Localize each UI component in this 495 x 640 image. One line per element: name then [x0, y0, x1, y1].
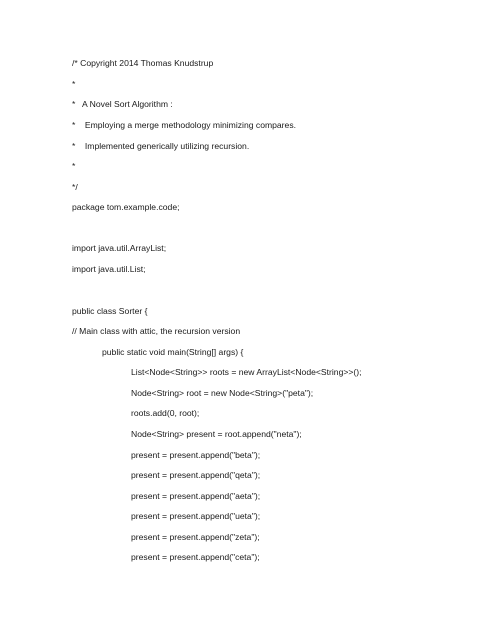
code-line-8: package tom.example.code; [72, 202, 180, 212]
code-line-13: public class Sorter { [72, 306, 148, 316]
code-line-5: * Implemented generically utilizing recursion. [72, 141, 250, 151]
code-line-17: Node<String> root = new Node<String>("peta"); [131, 388, 314, 398]
code-line-21: present = present.append("qeta"); [131, 470, 261, 480]
code-line-7: */ [72, 182, 78, 192]
code-line-14: // Main class with attic, the recursion version [72, 326, 241, 336]
code-line-20: present = present.append("beta"); [131, 450, 261, 460]
code-line-19: Node<String> present = root.append("neta"); [131, 429, 302, 439]
code-line-6: * [72, 161, 76, 171]
code-line-23: present = present.append("ueta"); [131, 511, 261, 521]
code-line-4: * Employing a merge methodology minimizing compares. [72, 120, 297, 130]
code-line-18: roots.add(0, root); [131, 408, 200, 418]
code-line-1: /* Copyright 2014 Thomas Knudstrup [72, 58, 214, 68]
code-line-11: import java.util.List; [72, 264, 146, 274]
code-line-10: import java.util.ArrayList; [72, 243, 167, 253]
code-line-25: present = present.append("ceta"); [131, 552, 260, 562]
code-line-2: * [72, 79, 76, 89]
code-line-22: present = present.append("aeta"); [131, 491, 261, 501]
code-line-16: List<Node<String>> roots = new ArrayList<Node<String>>(); [131, 367, 362, 377]
code-line-24: present = present.append("zeta"); [131, 532, 260, 542]
code-line-15: public static void main(String[] args) { [102, 347, 244, 357]
code-line-3: * A Novel Sort Algorithm : [72, 99, 173, 109]
